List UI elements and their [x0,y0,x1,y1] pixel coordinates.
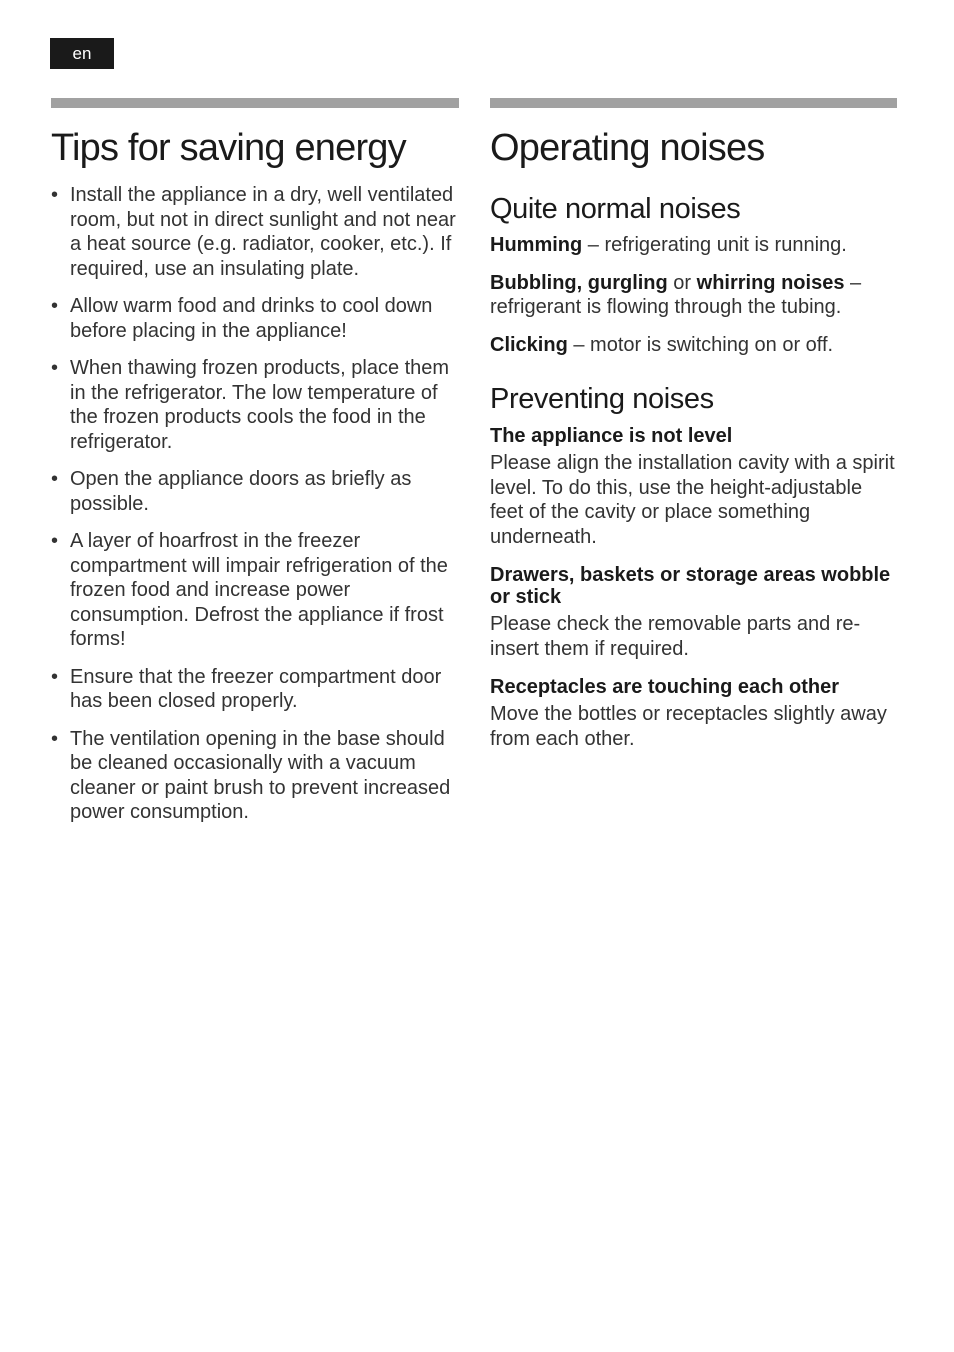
list-item: • Allow warm food and drinks to cool down before placing in the appliance! [51,295,433,342]
section-rule [490,98,897,108]
bullet-icon: • [51,665,59,688]
bullet-icon: • [51,295,59,317]
bullet-icon: • [51,468,59,490]
issue-text: Please check the removable parts and re-insert them if required. [490,613,861,660]
clicking-paragraph: Clicking – motor is switching on or off. [490,333,834,356]
bullet-icon: • [51,727,59,750]
list-item: • Open the appliance doors as briefly as possible. [51,468,412,515]
bullet-icon: • [51,357,59,379]
list-item: • The ventilation opening in the base should be cleaned occasionally with a vacuum cleaner or paint brush to prevent increased power consumption. [51,727,451,823]
operating-noises-title: Operating noises [490,127,765,169]
energy-tips-section [51,98,459,838]
energy-tips-list [51,183,459,825]
issue-title: Drawers, baskets or storage areas wobble or stick [490,564,891,608]
preventing-noises-heading: Preventing noises [490,383,714,415]
section-rule [51,98,459,108]
list-item: • A layer of hoarfrost in the freezer compartment will impair refrigeration of the frozen food and increase power consumption. Defrost the appliance if frost forms! [51,530,448,650]
list-item: • Ensure that the freezer compartment door has been closed properly. [51,665,442,712]
bullet-icon: • [51,530,59,552]
list-item: • Install the appliance in a dry, well ventilated room, but not in direct sunlight and not near a heat source (e.g. radiator, cooker, etc.). If required, use an insulating plate. [51,184,456,280]
normal-noises-heading: Quite normal noises [490,193,741,225]
operating-noises-section [490,98,897,751]
bubbling-paragraph: Bubbling, gurgling or whirring noises – refrigerant is flowing through the tubing. [490,271,862,318]
issue-title: The appliance is not level [490,425,733,447]
bullet-icon: • [51,184,59,206]
language-tab: en [50,38,114,69]
issue-text: Move the bottles or receptacles slightly away from each other. [490,703,887,750]
issue-title: Receptacles are touching each other [490,676,840,698]
list-item: • When thawing frozen products, place them in the refrigerator. The low temperature of the frozen products cools the food in the refrigerator. [51,357,450,453]
energy-tips-title: Tips for saving energy [51,127,406,169]
humming-paragraph: Humming – refrigerating unit is running. [490,234,847,256]
issue-text: Please align the installation cavity with a spirit level. To do this, use the height-adjustable feet of the cavity or place something underneath. [490,452,895,548]
